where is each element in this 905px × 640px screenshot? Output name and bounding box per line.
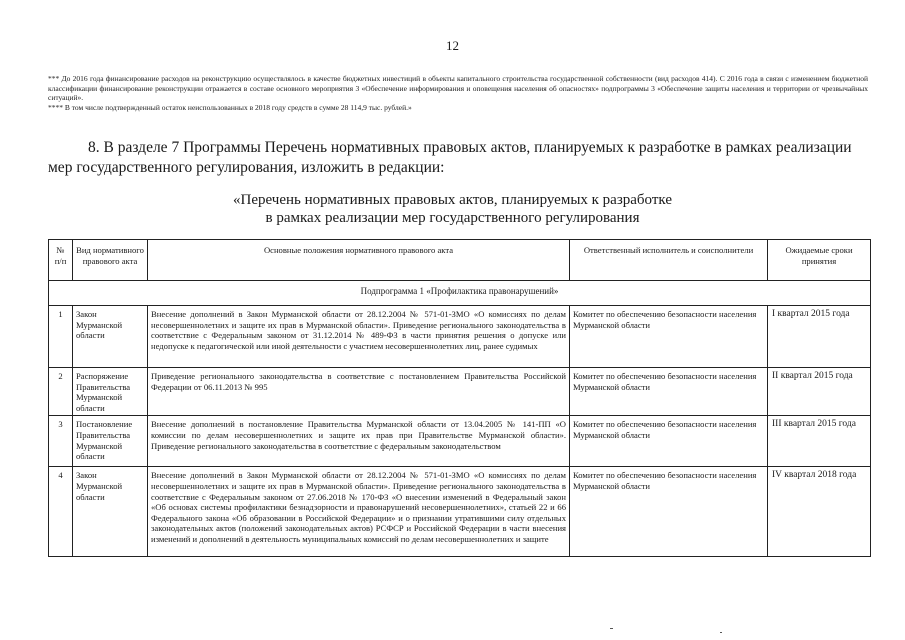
row-basis: Приведение регионального законодательства в соответствие с постановлением Правительства Российской Федерации от 06.11.2013 № 995 [148,368,570,416]
table-title-line-1: «Перечень нормативных правовых актов, планируемых к разработке [233,192,672,208]
table-title [0,191,905,227]
row-executor: Комитет по обеспечению безопасности населения Мурманской области [570,416,768,467]
table-row [49,306,871,368]
table-header-row [49,240,871,281]
row-basis: Внесение дополнений в постановление Правительства Мурманской области от 13.04.2005 № 141-ПП «О комиссии по делам несовершеннолетних и защите их прав при Правительстве Мурманской области». Приведение регионального законодательства в соответствие с федеральным законодательством [148,416,570,467]
row-executor: Комитет по обеспечению безопасности населения Мурманской области [570,368,768,416]
scan-speck [610,628,613,629]
row-executor: Комитет по обеспечению безопасности населения Мурманской области [570,467,768,557]
row-type: Постановление Правительства Мурманской области [73,416,148,467]
row-basis: Внесение дополнений в Закон Мурманской области от 28.12.2004 № 571-01-ЗМО «О комиссиях по делам несовершеннолетних и защите их прав в Мурманской области». Приведение регионального законодательства в соответствие с Федеральным законом от 31.12.2014 № 489-ФЗ в части принятия решения о допуске или недопуске к педагогической или иной деятельности с участием несовершеннолетних лиц, ранее судимых [148,306,570,368]
row-deadline: IV квартал 2018 года [768,467,871,557]
row-num: 3 [49,416,73,467]
header-executor: Ответственный исполнитель и соисполнители [570,240,768,281]
table-row [49,416,871,467]
section-heading: 8. В разделе 7 Программы Перечень нормативных правовых актов, планируемых к разработке в рамках реализации мер государственного регулирования, изложить в редакции: [48,139,852,176]
footnote-quad-star: **** В том числе подтвержденный остаток неиспользованных в 2018 году средств в сумме 28 114,9 тыс. рублей.» [48,102,412,112]
row-executor: Комитет по обеспечению безопасности населения Мурманской области [570,306,768,368]
header-type: Вид нормативного правового акта [73,240,148,281]
row-num: 2 [49,368,73,416]
acts-table [48,239,871,557]
header-num: № п/п [49,240,73,281]
footnote-triple-star: *** До 2016 года финансирование расходов на реконструкцию осуществлялось в качестве бюджетных инвестиций в объекты капитального строительства государственной собственности (вид расходов 414). С 2016 года в связи с изменением бюджетной классификации финансирование реконструкции отражается в составе основного мероприятия 3 «Обеспечение информирования и оповещения населения об опасностях» подпрограммы 3 «Обеспечение защиты населения и территории от чрезвычайных ситуаций». [48,74,868,102]
table-row [49,467,871,557]
subprogram-row [49,281,871,306]
page-number: 12 [446,38,459,53]
row-type: Распоряжение Правительства Мурманской области [73,368,148,416]
footnotes [48,74,868,112]
row-deadline: I квартал 2015 года [768,306,871,368]
row-type: Закон Мурманской области [73,306,148,368]
table-row [49,368,871,416]
row-num: 1 [49,306,73,368]
scan-speck [720,632,722,633]
row-deadline: III квартал 2015 года [768,416,871,467]
table-title-line-2: в рамках реализации мер государственного регулирования [265,210,640,226]
header-deadline: Ожидаемые сроки принятия [768,240,871,281]
row-type: Закон Мурманской области [73,467,148,557]
row-deadline: II квартал 2015 года [768,368,871,416]
row-num: 4 [49,467,73,557]
row-basis: Внесение дополнений в Закон Мурманской области от 28.12.2004 № 571-01-ЗМО «О комиссиях по делам несовершеннолетних и защите их прав в Мурманской области». Приведение регионального законодательства в соответствие с Федеральным законом от 27.06.2018 № 170-ФЗ «О внесении изменений в Федеральный закон «Об основах системы профилактики безнадзорности и правонарушений несовершеннолетних», статьей 22 и 66 Федерального закона «Об образовании в Российской Федерации» и о признании утратившими силу отдельных законодательных актов (положений законодательных актов) РСФСР и Российской Федерации в части внесения изменений и дополнений в деятельность муниципальных комиссий по делам несовершеннолетних и защите [148,467,570,557]
header-basis: Основные положения нормативного правового акта [148,240,570,281]
subprogram-title: Подпрограмма 1 «Профилактика правонарушений» [49,281,871,306]
